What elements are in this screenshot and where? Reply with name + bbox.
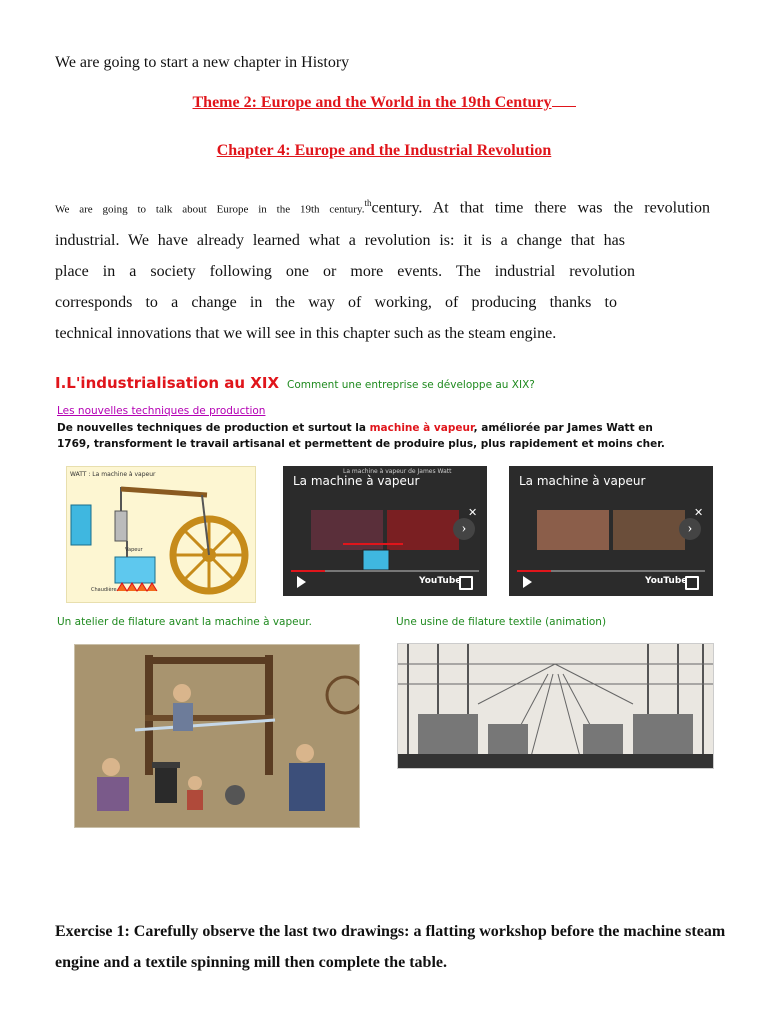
slide-title: I.L'industrialisation au XIX bbox=[55, 374, 280, 392]
steam-engine-diagram bbox=[66, 466, 256, 603]
chapter-heading: Chapter 4: Europe and the Industrial Revolution bbox=[216, 142, 552, 159]
slide-body bbox=[57, 420, 677, 452]
paragraph-line-5: technical innovations that we will see in this chapter such as the steam engine. bbox=[55, 325, 557, 343]
youtube-logo[interactable]: YouTube bbox=[645, 576, 688, 586]
video-1-overlay-diagram bbox=[343, 538, 403, 574]
workshop-svg bbox=[75, 645, 359, 827]
exercise-1: Exercise 1: Carefully observe the last two drawings: a flatting workshop before the machine steam engine and a textile spinning mill then complete the table. bbox=[55, 923, 726, 971]
video-1-progress-bar[interactable] bbox=[291, 570, 479, 572]
fullscreen-icon[interactable] bbox=[685, 576, 699, 590]
steam-engine-svg bbox=[67, 467, 255, 602]
caption-mill: Une usine de filature textile (animation) bbox=[396, 616, 607, 628]
theme-underline-tail bbox=[552, 106, 576, 107]
slide-body-highlight: machine à vapeur bbox=[369, 422, 474, 434]
video-player-1[interactable] bbox=[283, 466, 487, 596]
video-2-progress-bar[interactable] bbox=[517, 570, 705, 572]
next-arrow-icon[interactable]: › bbox=[679, 518, 701, 540]
video-player-2[interactable] bbox=[509, 466, 713, 596]
theme-text: Theme 2: Europe and the World in the 19th Century bbox=[192, 94, 552, 111]
paragraph-sup: th bbox=[364, 198, 372, 208]
video-1-small-title: La machine à vapeur de James Watt bbox=[343, 468, 452, 475]
paragraph-line-1-rest: century. At that time there was the revolution bbox=[371, 199, 710, 217]
diagram-label-vapeur: Vapeur bbox=[125, 547, 143, 553]
paragraph-line-4: corresponds to a change in the way of working, of producing thanks to bbox=[55, 294, 617, 312]
fullscreen-icon[interactable] bbox=[459, 576, 473, 590]
paragraph-line-1 bbox=[55, 188, 710, 225]
next-arrow-icon[interactable]: › bbox=[453, 518, 475, 540]
video-2-thumb-1[interactable] bbox=[537, 510, 609, 550]
paragraph-line-3: place in a society following one or more events. The industrial revolution bbox=[55, 263, 635, 281]
close-icon[interactable]: ✕ bbox=[694, 506, 704, 519]
theme-heading bbox=[0, 94, 768, 112]
caption-workshop: Un atelier de filature avant la machine à vapeur. bbox=[57, 616, 312, 628]
diagram-title: WATT : La machine à vapeur bbox=[70, 471, 156, 478]
mill-svg bbox=[398, 644, 713, 768]
slide-body-a: De nouvelles techniques de production et surtout la bbox=[57, 422, 370, 434]
video-2-title: La machine à vapeur bbox=[519, 474, 646, 488]
slide-link[interactable]: Les nouvelles techniques de production bbox=[57, 405, 266, 417]
close-icon[interactable]: ✕ bbox=[468, 506, 478, 519]
textile-mill-illustration bbox=[397, 643, 714, 769]
play-icon[interactable] bbox=[523, 576, 532, 588]
slide-subtitle: Comment une entreprise se développe au XIX? bbox=[287, 379, 535, 391]
paragraph-lead-small: We are going to talk about Europe in the 19th century. bbox=[55, 203, 365, 216]
diagram-label-chaudiere: Chaudière bbox=[91, 587, 117, 593]
video-1-title: La machine à vapeur bbox=[293, 474, 420, 488]
video-2-thumb-2[interactable] bbox=[613, 510, 685, 550]
slide-body-b: , améliorée par James Watt en 1769, transforment le travail artisanal et permettent de produire plus, plus rapidement et moins cher. bbox=[57, 422, 665, 450]
paragraph-line-2: industrial. We have already learned what a revolution is: it is a change that has bbox=[55, 232, 625, 250]
intro-paragraph bbox=[55, 188, 710, 349]
play-icon[interactable] bbox=[297, 576, 306, 588]
youtube-logo[interactable]: YouTube bbox=[419, 576, 462, 586]
spinning-workshop-illustration bbox=[74, 644, 360, 828]
intro-line: We are going to start a new chapter in History bbox=[55, 54, 350, 71]
